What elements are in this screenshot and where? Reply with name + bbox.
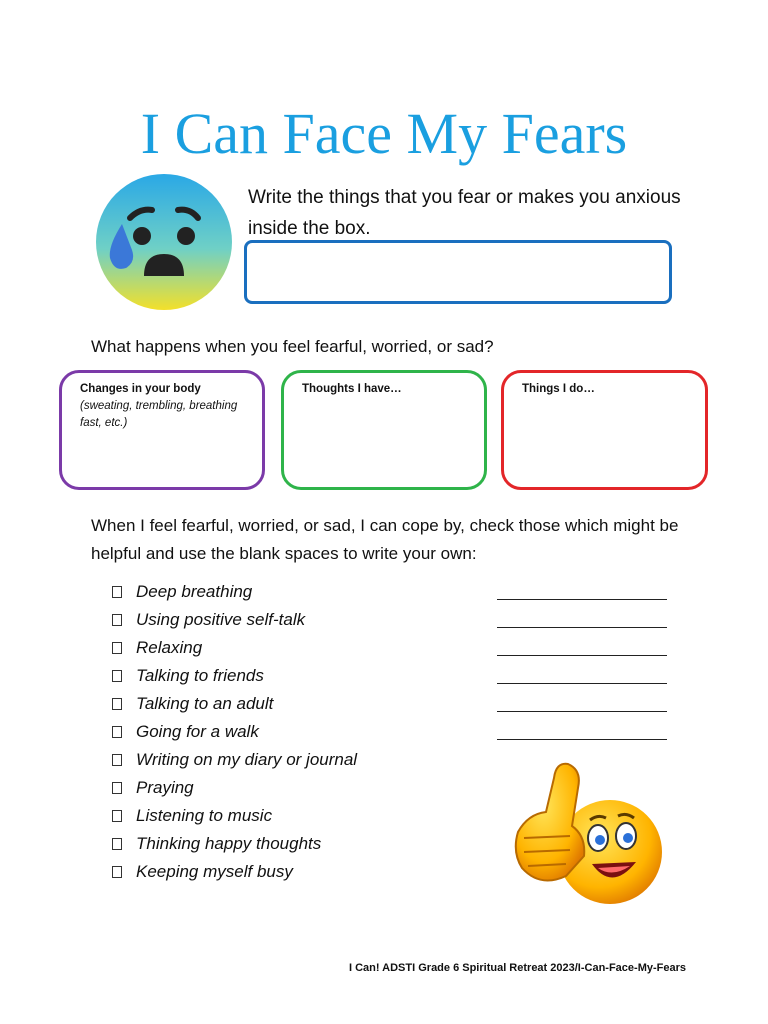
list-item xyxy=(110,662,357,690)
blank-line[interactable] xyxy=(497,656,667,684)
checkbox[interactable] xyxy=(112,838,122,850)
checklist-label: Using positive self-talk xyxy=(136,610,306,629)
checklist-label: Talking to friends xyxy=(136,666,264,685)
list-item xyxy=(110,606,357,634)
checklist-label: Praying xyxy=(136,778,194,797)
fear-instructions: Write the things that you fear or makes you anxious inside the box. xyxy=(248,187,681,239)
checkbox[interactable] xyxy=(112,642,122,654)
blank-line[interactable] xyxy=(497,712,667,740)
smiling-thumbs-up-icon xyxy=(500,752,670,917)
write-your-own-blanks xyxy=(497,578,667,746)
fear-write-box[interactable] xyxy=(244,240,672,304)
body-changes-box[interactable] xyxy=(59,370,265,490)
list-item xyxy=(110,718,357,746)
anxious-face-with-sweat-icon xyxy=(94,172,234,312)
checkbox[interactable] xyxy=(112,698,122,710)
checkbox[interactable] xyxy=(112,782,122,794)
list-item xyxy=(110,830,357,858)
list-item xyxy=(110,634,357,662)
list-item xyxy=(110,774,357,802)
blank-line[interactable] xyxy=(497,684,667,712)
things-i-do-heading: Things I do… xyxy=(522,383,595,395)
blank-line[interactable] xyxy=(497,628,667,656)
body-changes-heading: Changes in your body xyxy=(80,383,201,395)
checklist-label: Relaxing xyxy=(136,638,203,657)
page-footer: I Can! ADSTI Grade 6 Spiritual Retreat 2023/I-Can-Face-My-Fears xyxy=(348,962,686,974)
blank-line[interactable] xyxy=(497,600,667,628)
things-i-do-box[interactable] xyxy=(501,370,708,490)
checklist-label: Talking to an adult xyxy=(136,694,274,713)
checklist-label: Keeping myself busy xyxy=(136,862,293,881)
checklist-label: Listening to music xyxy=(136,806,273,825)
coping-instructions: When I feel fearful, worried, or sad, I can cope by, check those which might be helpful and use the blank spaces to write your own: xyxy=(91,516,679,563)
checklist-label: Going for a walk xyxy=(136,722,259,741)
feelings-question: What happens when you feel fearful, worried, or sad? xyxy=(91,337,494,356)
coping-checklist xyxy=(110,578,357,886)
checkbox[interactable] xyxy=(112,670,122,682)
checkbox[interactable] xyxy=(112,866,122,878)
list-item xyxy=(110,746,357,774)
checkbox[interactable] xyxy=(112,754,122,766)
blank-line[interactable] xyxy=(497,572,667,600)
thoughts-heading: Thoughts I have… xyxy=(302,383,402,395)
thoughts-box[interactable] xyxy=(281,370,487,490)
checkbox[interactable] xyxy=(112,614,122,626)
checklist-label: Thinking happy thoughts xyxy=(136,834,322,853)
checklist-label: Writing on my diary or journal xyxy=(136,750,358,769)
body-changes-subtext: (sweating, trembling, breathing fast, etc.) xyxy=(80,400,238,429)
checkbox[interactable] xyxy=(112,586,122,598)
list-item xyxy=(110,858,357,886)
page-title: I Can Face My Fears xyxy=(140,101,628,166)
list-item xyxy=(110,690,357,718)
checklist-label: Deep breathing xyxy=(136,582,253,601)
list-item xyxy=(110,578,357,606)
list-item xyxy=(110,802,357,830)
checkbox[interactable] xyxy=(112,726,122,738)
checkbox[interactable] xyxy=(112,810,122,822)
